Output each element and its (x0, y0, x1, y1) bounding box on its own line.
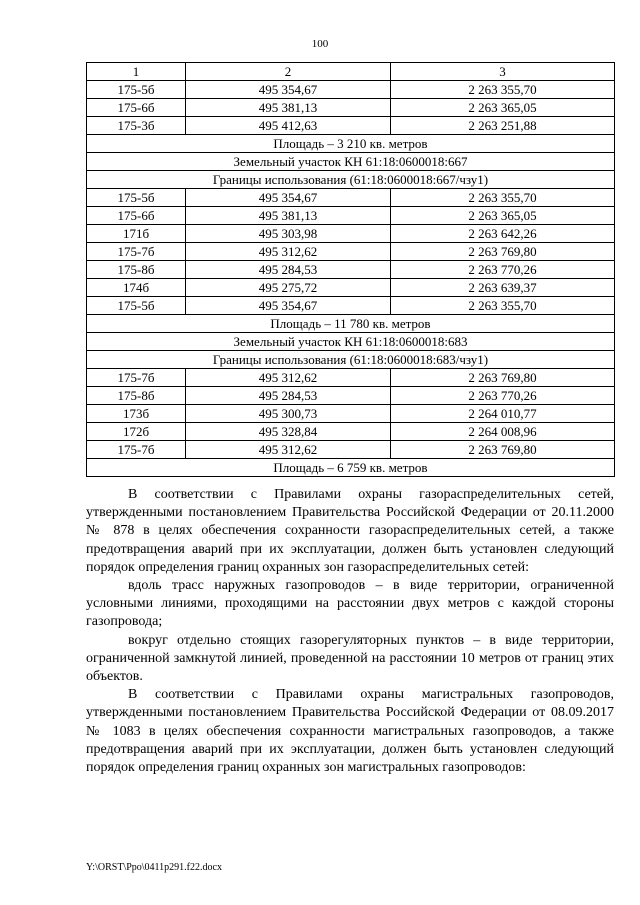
x-coordinate-cell: 495 275,72 (186, 279, 391, 297)
paragraph: вдоль трасс наружных газопроводов – в виде территории, ограниченной условными линиями, проходящими на расстоянии двух метров с каждой стороны газопровода; (86, 578, 614, 630)
paragraph: В соответствии с Правилами охраны газораспределительных сетей, утвержденными постановлением Правительства Российской Федерации от 20.11.2000 № 878 в целях обеспечения сохранности газораспределительных сетей, а также предотвращения аварий при их эксплуатации, должен быть установлен следующий порядок определения границ охранных зон газораспределительных сетей: (86, 487, 614, 575)
table-section-row (87, 171, 615, 189)
x-coordinate-cell: 495 312,62 (186, 243, 391, 261)
section-cell: Площадь – 6 759 кв. метров (87, 459, 615, 477)
x-coordinate-cell: 495 354,67 (186, 297, 391, 315)
paragraph: В соответствии с Правилами охраны магистральных газопроводов, утвержденными постановлением Правительства Российской Федерации от 08.09.2017 № 1083 в целях обеспечения сохранности магистральных газопроводов, а также предотвращения аварий при их эксплуатации, должен быть установлен следующий порядок определения границ охранных зон магистральных газопроводов: (86, 687, 614, 776)
paragraph: вокруг отдельно стоящих газорегуляторных пунктов – в виде территории, ограниченной замкнутой линией, проведенной на расстоянии 10 метров от границ этих объектов. (86, 632, 614, 685)
x-coordinate-cell: 495 312,62 (186, 441, 391, 459)
x-coordinate-cell: 495 284,53 (186, 261, 391, 279)
table-row (87, 243, 615, 261)
point-cell: 175-5б (87, 81, 186, 99)
y-coordinate-cell: 2 263 642,26 (391, 225, 615, 243)
point-cell: 174б (87, 279, 186, 297)
table-row (87, 261, 615, 279)
table-section-row (87, 135, 615, 153)
section-cell: Границы использования (61:18:0600018:683/чзу1) (87, 351, 615, 369)
table-row (87, 207, 615, 225)
table-row (87, 387, 615, 405)
point-cell: 175-7б (87, 243, 186, 261)
x-coordinate-cell: 495 381,13 (186, 99, 391, 117)
point-cell: 172б (87, 423, 186, 441)
y-coordinate-cell: 2 264 010,77 (391, 405, 615, 423)
table-section-row (87, 153, 615, 171)
table-row (87, 279, 615, 297)
x-coordinate-cell: 495 354,67 (186, 189, 391, 207)
y-coordinate-cell: 2 263 355,70 (391, 297, 615, 315)
point-cell: 175-7б (87, 441, 186, 459)
point-cell: 175-8б (87, 261, 186, 279)
page-number: 100 (311, 38, 329, 50)
y-coordinate-cell: 2 264 008,96 (391, 423, 615, 441)
table-section-row (87, 351, 615, 369)
y-coordinate-cell: 2 263 770,26 (391, 261, 615, 279)
point-cell: 175-8б (87, 387, 186, 405)
table-row (87, 405, 615, 423)
point-cell: 171б (87, 225, 186, 243)
table-header-row (87, 63, 615, 81)
x-coordinate-cell: 495 284,53 (186, 387, 391, 405)
point-cell: 175-5б (87, 297, 186, 315)
x-coordinate-cell: 495 312,62 (186, 369, 391, 387)
table-row (87, 369, 615, 387)
table-section-row (87, 459, 615, 477)
y-coordinate-cell: 2 263 355,70 (391, 189, 615, 207)
point-cell: 173б (87, 405, 186, 423)
table-row (87, 423, 615, 441)
x-coordinate-cell: 495 303,98 (186, 225, 391, 243)
x-coordinate-cell: 495 412,63 (186, 117, 391, 135)
table-section-row (87, 315, 615, 333)
section-cell: Границы использования (61:18:0600018:667/чзу1) (87, 171, 615, 189)
point-cell: 175-5б (87, 189, 186, 207)
table-row (87, 99, 615, 117)
table-row (87, 189, 615, 207)
section-cell: Площадь – 3 210 кв. метров (87, 135, 615, 153)
coordinates-table-body (87, 63, 615, 477)
coordinates-table (86, 62, 615, 477)
y-coordinate-cell: 2 263 251,88 (391, 117, 615, 135)
y-coordinate-cell: 2 263 639,37 (391, 279, 615, 297)
y-coordinate-cell: 2 263 769,80 (391, 369, 615, 387)
section-cell: Площадь – 11 780 кв. метров (87, 315, 615, 333)
point-cell: 175-7б (87, 369, 186, 387)
section-cell: Земельный участок КН 61:18:0600018:683 (87, 333, 615, 351)
section-cell: Земельный участок КН 61:18:0600018:667 (87, 153, 615, 171)
y-coordinate-cell: 2 263 365,05 (391, 207, 615, 225)
y-coordinate-cell: 2 263 365,05 (391, 99, 615, 117)
body-text (86, 486, 614, 777)
point-cell: 175-6б (87, 207, 186, 225)
y-coordinate-cell: 2 263 769,80 (391, 243, 615, 261)
table-row (87, 81, 615, 99)
x-coordinate-cell: 495 354,67 (186, 81, 391, 99)
table-row (87, 225, 615, 243)
point-cell: 175-3б (87, 117, 186, 135)
table-row (87, 297, 615, 315)
header-cell-y: 3 (391, 63, 615, 81)
file-path-footer: Y:\ORST\Ppo\0411p291.f22.docx (86, 862, 222, 873)
y-coordinate-cell: 2 263 769,80 (391, 441, 615, 459)
header-cell-point: 1 (87, 63, 186, 81)
y-coordinate-cell: 2 263 770,26 (391, 387, 615, 405)
table-row (87, 117, 615, 135)
point-cell: 175-6б (87, 99, 186, 117)
header-cell-x: 2 (186, 63, 391, 81)
x-coordinate-cell: 495 300,73 (186, 405, 391, 423)
x-coordinate-cell: 495 328,84 (186, 423, 391, 441)
x-coordinate-cell: 495 381,13 (186, 207, 391, 225)
y-coordinate-cell: 2 263 355,70 (391, 81, 615, 99)
table-row (87, 441, 615, 459)
table-section-row (87, 333, 615, 351)
